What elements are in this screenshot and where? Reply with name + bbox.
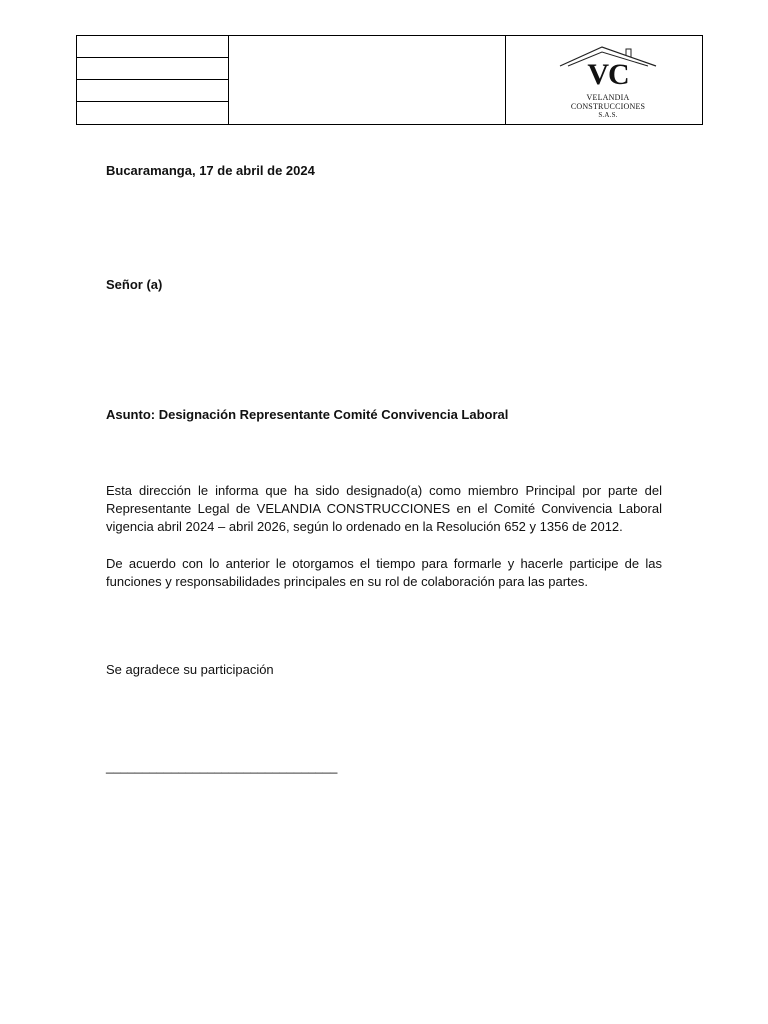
document-header-table <box>76 35 703 125</box>
company-logo <box>556 44 660 119</box>
letter-date: Bucaramanga, 17 de abril de 2024 <box>106 163 315 178</box>
header-cell <box>77 102 228 124</box>
header-cell <box>77 80 228 102</box>
header-cell <box>77 36 228 58</box>
header-title-cell <box>229 36 506 124</box>
header-left-column <box>77 36 229 124</box>
logo-company-type: CONSTRUCCIONES <box>570 102 646 111</box>
letter-paragraph-1: Esta dirección le informa que ha sido designado(a) como miembro Principal por parte del Representante Legal de VELANDIA CONSTRUCCIONES en el Comité Convivencia Laboral vigencia abril 2024 – abril 2026, según lo ordenado en la Resolución 652 y 1356 de 2012. <box>106 483 662 534</box>
signature-line: ________________________________ <box>106 759 338 774</box>
logo-company-name: VELANDIA <box>586 93 630 102</box>
letter-recipient: Señor (a) <box>106 277 163 292</box>
header-logo-cell <box>506 36 702 124</box>
letter-subject: Asunto: Designación Representante Comité Convivencia Laboral <box>106 407 509 422</box>
header-cell <box>77 58 228 80</box>
logo-monogram: VC <box>587 58 629 91</box>
letter-closing: Se agradece su participación <box>106 662 274 677</box>
letter-paragraph-2: De acuerdo con lo anterior le otorgamos el tiempo para formarle y hacerle participe de las funciones y responsabilidades principales en su rol de colaboración para las partes. <box>106 556 662 589</box>
logo-company-suffix: S.A.S. <box>598 111 618 119</box>
